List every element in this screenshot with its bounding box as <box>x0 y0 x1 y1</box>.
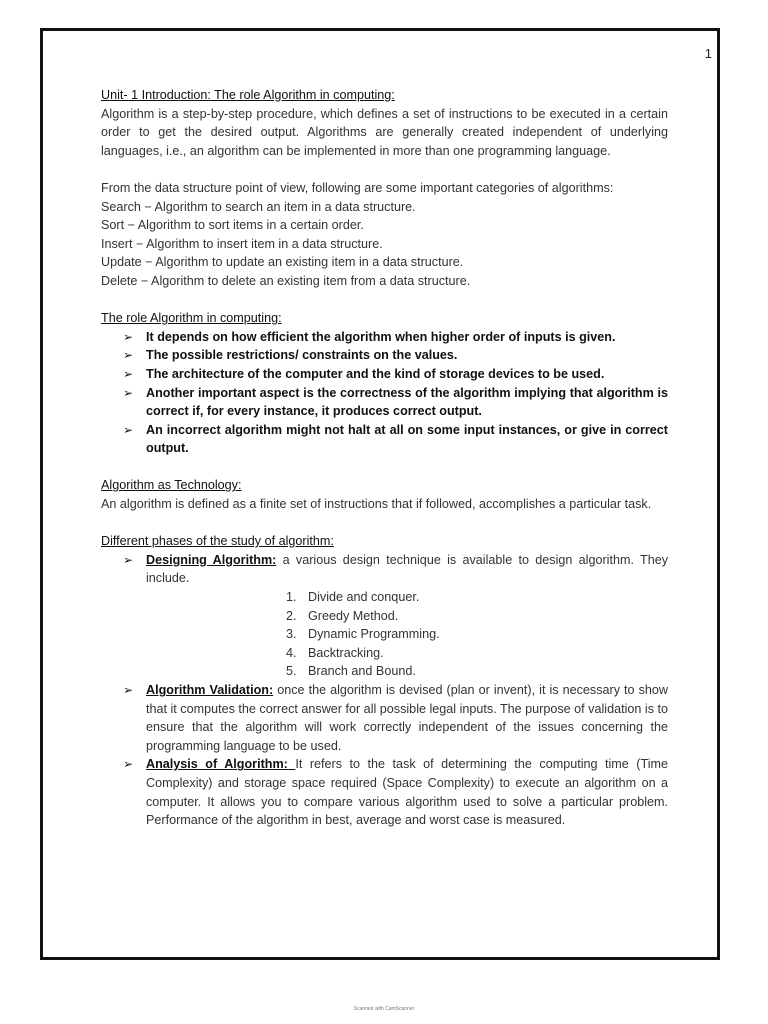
designing-text: a various design technique is available to design algorithm. They include. <box>146 552 669 586</box>
technique-item: 1. Divide and conquer. <box>286 590 420 605</box>
list-item: ➢ It depends on how efficient the algorithm when higher order of inputs is given. <box>123 328 668 347</box>
list-item: ➢ The possible restrictions/ constraints on the values. <box>123 346 668 365</box>
phases-heading: Different phases of the study of algorithm: <box>101 534 334 549</box>
category-item: Update − Algorithm to update an existing item in a data structure. <box>101 255 464 270</box>
analysis-text: It refers to the task of determining the computing time (Time Complexity) and storage space required (Space Complexity) to execute an algorithm on a computer. It allows you to compare various algorithm used to solve a particular problem. Performance of the algorithm in best, average and worst case is measured. <box>146 757 668 828</box>
arrow-bullet-icon: ➢ <box>123 348 134 363</box>
categories-list <box>101 198 668 291</box>
phase-validation <box>123 681 668 755</box>
technology-heading: Algorithm as Technology: <box>101 478 242 493</box>
arrow-bullet-icon: ➢ <box>123 329 134 344</box>
technique-item: 2. Greedy Method. <box>286 608 399 623</box>
arrow-bullet-icon: ➢ <box>123 366 134 381</box>
validation-title: Algorithm Validation: <box>146 683 274 697</box>
technology-paragraph: An algorithm is defined as a finite set of instructions that if followed, accomplishes a particular task. <box>101 497 652 512</box>
role-heading: The role Algorithm in computing: <box>101 311 282 326</box>
list-item: ➢ An incorrect algorithm might not halt at all on some input instances, or give in correct output. <box>123 422 668 456</box>
arrow-bullet-icon: ➢ <box>123 385 134 400</box>
phases-list-continued <box>101 681 668 830</box>
category-item: Sort − Algorithm to sort items in a certain order. <box>101 218 364 233</box>
phases-list <box>101 551 668 588</box>
category-item: Delete − Algorithm to delete an existing item from a data structure. <box>101 273 471 288</box>
intro-heading: Unit- 1 Introduction: The role Algorithm in computing: <box>101 88 395 102</box>
arrow-bullet-icon: ➢ <box>123 422 134 437</box>
scanner-footer: Scanned with CamScanner <box>353 1006 415 1012</box>
list-item: ➢ The architecture of the computer and the kind of storage devices to be used. <box>123 365 668 384</box>
arrow-bullet-icon: ➢ <box>123 757 134 772</box>
phase-designing <box>123 551 668 588</box>
intro-paragraph: Algorithm is a step-by-step procedure, which defines a set of instructions to be executed in a certain order to get the desired output. Algorithms are generally created independent of underlying languages, i.e., an algorithm can be implemented in more than one programming language. <box>101 106 668 158</box>
phase-analysis <box>123 755 668 829</box>
analysis-title: Analysis of Algorithm: <box>146 757 296 772</box>
page-number: 1 <box>704 46 712 61</box>
designing-title: Designing Algorithm: <box>146 552 277 567</box>
techniques-list <box>101 588 668 681</box>
technique-item: 3. Dynamic Programming. <box>286 627 440 642</box>
list-item: ➢ Another important aspect is the correctness of the algorithm implying that algorithm is correct if, for every instance, it produces correct output. <box>123 385 668 419</box>
technique-item: 5. Branch and Bound. <box>286 664 416 679</box>
categories-lead: From the data structure point of view, following are some important categories of algorithms: <box>101 180 614 195</box>
role-list <box>101 328 668 458</box>
document-body <box>101 86 668 830</box>
arrow-bullet-icon: ➢ <box>123 552 134 567</box>
technique-item: 4. Backtracking. <box>286 645 384 660</box>
validation-text: once the algorithm is devised (plan or invent), it is necessary to show that it computes the correct answer for all possible legal inputs. The purpose of validation is to ensure that the algorithm will work correctly independent of the issues concerning the programming language to be used. <box>146 683 669 753</box>
category-item: Search − Algorithm to search an item in a data structure. <box>101 199 416 214</box>
arrow-bullet-icon: ➢ <box>123 683 134 697</box>
category-item: Insert − Algorithm to insert item in a data structure. <box>101 236 383 251</box>
